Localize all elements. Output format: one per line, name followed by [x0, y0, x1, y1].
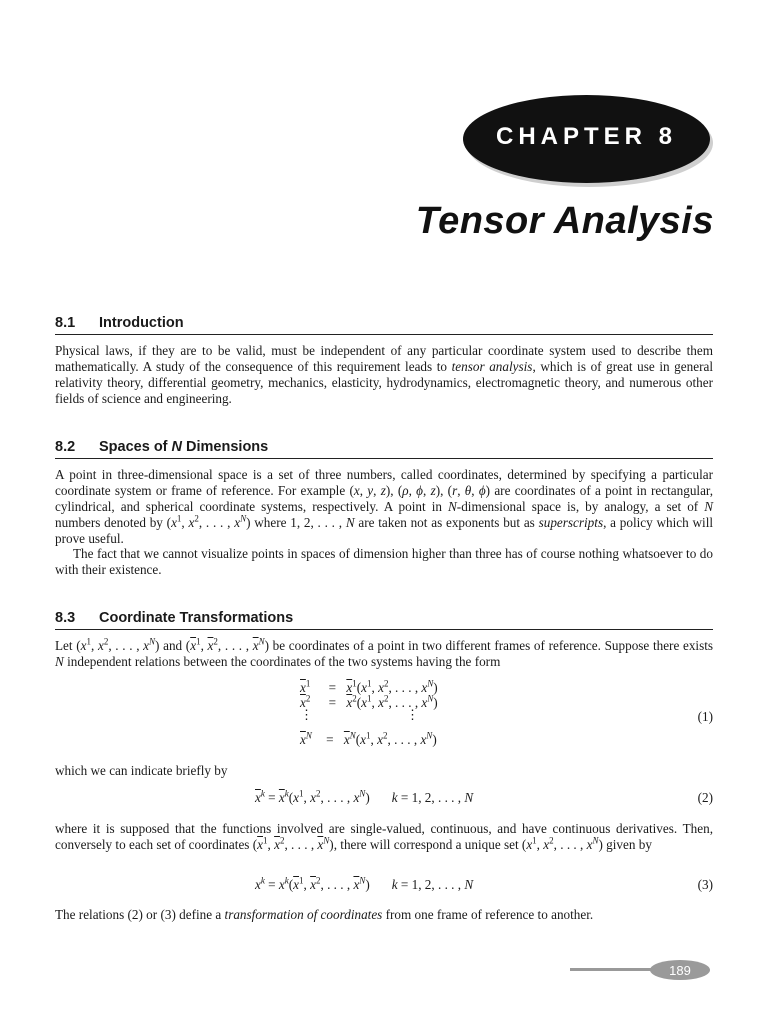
page-number-text: 189 [669, 962, 691, 978]
equation-3: $x^k = x^k(\overline{x}^1$, $\overline{x}^2$, . . . , $\overline{x}^N$) k = 1, 2, . . . , N [255, 875, 474, 892]
equation-number: (1) [697, 709, 713, 724]
section-title: Introduction [99, 315, 184, 331]
paragraph-introduction: Physical laws, if they are to be valid, must be independent of any particular coordinate system used to describe them mathematically. A study of the consequence of this requirement leads to tensor analysis, which is of great use in general relativity theory, differential geometry, mechanics, elasticity, hydrodynamics, electromagnetic theory, and numerous other fields of science and engineering. [55, 343, 713, 406]
page-number [650, 960, 710, 980]
paragraph-let: Let ($x^1$, $x^2$, . . . , $x^N$) and ($\overline{x}^1$, $\overline{x}^2$, . . . , $\overline{x}^N$) be coordinates of a point in two different frames of reference. Suppose there exists N independent relations between the coordinates of the two systems having the form [55, 636, 714, 669]
equation-system-1: $\overline{x}^1 = \overline{x}^1(x^1$, $x^2$, . . . , $x^N$) $\overline{x}^2 = \overline{x}^2(x^1$, $x^2$, . . . , $x^N$) ⋮ ⋮ $\overline{x}^N = \overline{x}^N(x^1$, $x^2$, . . . , $x^N$) [300, 678, 438, 747]
section-number: 8.1 [55, 315, 76, 331]
section-heading-introduction [55, 315, 713, 335]
equation-number: (3) [697, 877, 713, 892]
section-title: Spaces of N Dimensions [99, 439, 269, 455]
paragraph-supposed: where it is supposed that the functions involved are single-valued, continuous, and have continuous derivatives. Then, conversely to each set of coordinates ($\overline{x}^1$, $\overline{x}^2$, . . . , $\overline{x}^N$), there will correspond a unique set ($x^1$, $x^2$, . . . , $x^N$) given by [55, 821, 713, 852]
section-number: 8.2 [55, 439, 76, 455]
paragraph-briefly: which we can indicate briefly by [55, 763, 228, 778]
equation-number: (2) [697, 790, 713, 805]
chapter-title: Tensor Analysis [415, 200, 714, 242]
section-heading-transformations [55, 610, 713, 630]
chapter-badge [463, 95, 710, 183]
paragraph-relations: The relations (2) or (3) define a transformation of coordinates from one frame of reference to another. [55, 907, 594, 922]
paragraph-visualize: The fact that we cannot visualize points in spaces of dimension higher than three has of course nothing whatsoever to do with their existence. [55, 546, 713, 577]
equation-2: $\overline{x}^k = \overline{x}^k(x^1$, $x^2$, . . . , $x^N$) k = 1, 2, . . . , N [255, 788, 474, 805]
section-title: Coordinate Transformations [99, 610, 294, 626]
section-heading-spaces [55, 439, 713, 459]
section-number: 8.3 [55, 610, 76, 626]
paragraph-spaces: A point in three-dimensional space is a set of three numbers, called coordinates, determined by specifying a particular coordinate system or frame of reference. For example (x, y, z), (ρ, ϕ, z), (r, θ, ϕ) are coordinates of a point in rectangular, cylindrical, and spherical coordinate systems, respectively. A point in N-dimensional space is, by analogy, a set of N numbers denoted by ($x^1$, $x^2$, . . . , $x^N$) where 1, 2, . . . , N are taken not as exponents but as superscripts, a policy which will prove useful. [55, 467, 714, 546]
chapter-label: CHAPTER 8 [495, 123, 678, 150]
